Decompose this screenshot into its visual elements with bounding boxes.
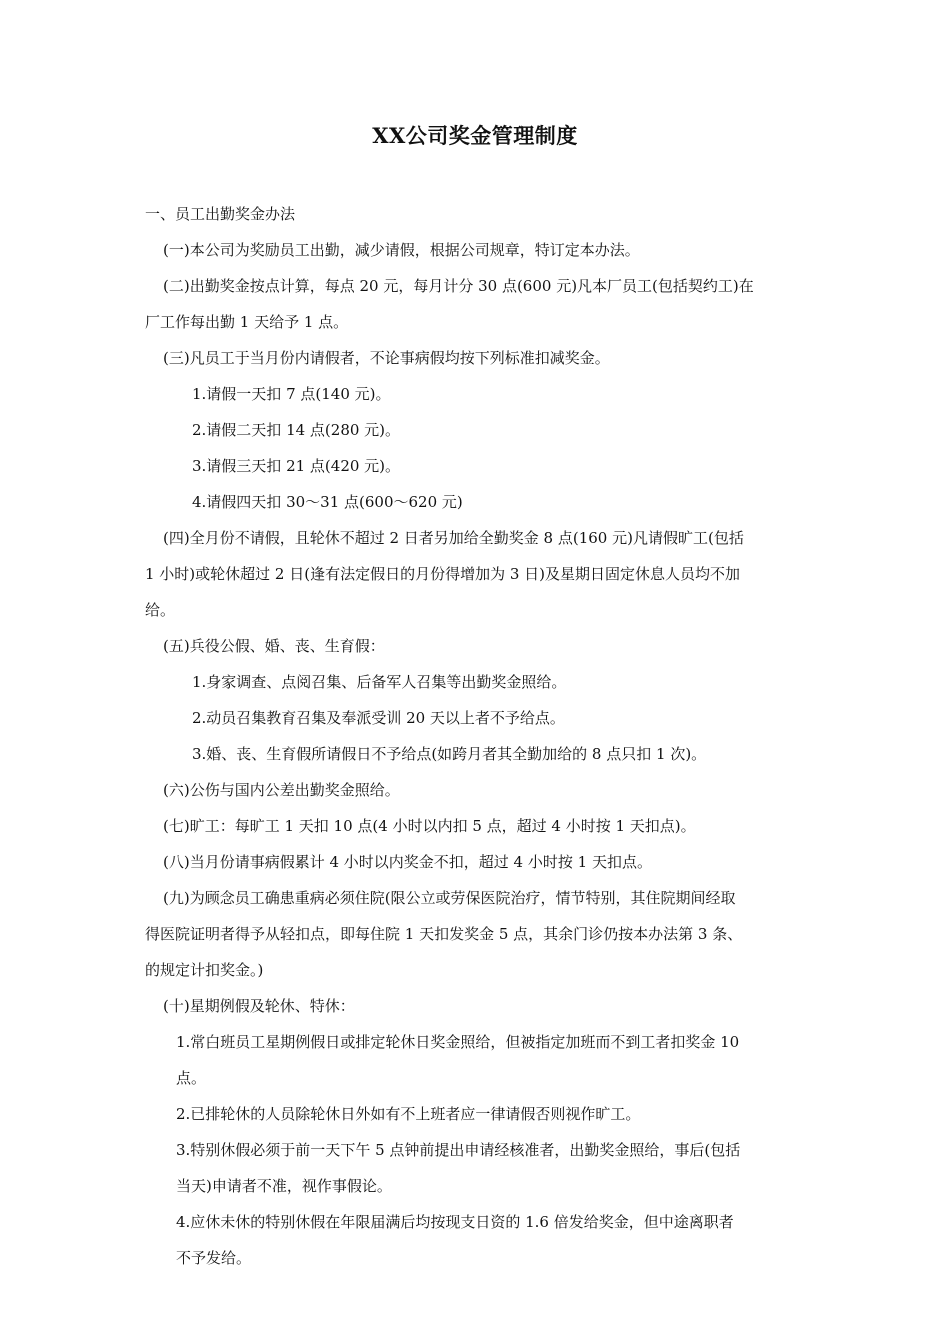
- paragraph-5: (五)兵役公假、婚、丧、生育假：: [163, 637, 385, 655]
- list-item: 4.应休未休的特别休假在年限届满后均按现支日资的 1.6 倍发给奖金，但中途离职者: [176, 1213, 734, 1231]
- paragraph-6: (六)公伤与国内公差出勤奖金照给。: [163, 781, 400, 799]
- list-item: 1.常白班员工星期例假日或排定轮休日奖金照给，但被指定加班而不到工者扣奖金 10: [176, 1033, 740, 1051]
- list-item: 4.请假四天扣 30～31 点(600～620 元): [192, 493, 463, 511]
- paragraph-4-line-2: 1 小时)或轮休超过 2 日(逢有法定假日的月份得增加为 3 日)及星期日固定休息人员均不加: [145, 565, 741, 583]
- paragraph-10: (十)星期例假及轮休、特休：: [163, 997, 355, 1015]
- paragraph-3: (三)凡员工于当月份内请假者，不论事病假均按下列标准扣减奖金。: [163, 349, 610, 367]
- list-item: 3.特别休假必须于前一天下午 5 点钟前提出申请经核准者，出勤奖金照给，事后(包括: [176, 1141, 741, 1159]
- list-item: 2.请假二天扣 14 点(280 元)。: [192, 421, 401, 439]
- document-body: [145, 196, 815, 1276]
- paragraph-8: (八)当月份请事病假累计 4 小时以内奖金不扣，超过 4 小时按 1 天扣点。: [163, 853, 652, 871]
- list-item: 2.动员召集教育召集及奉派受训 20 天以上者不予给点。: [192, 709, 565, 727]
- paragraph-9-line-3: 的规定计扣奖金。): [145, 961, 264, 979]
- list-item: 1.身家调查、点阅召集、后备军人召集等出勤奖金照给。: [192, 673, 567, 691]
- paragraph-9-line-1: (九)为顾念员工确患重病必须住院(限公立或劳保医院治疗，情节特别，其住院期间经取: [163, 889, 736, 907]
- list-item: 3.请假三天扣 21 点(420 元)。: [192, 457, 401, 475]
- paragraph-4-line-1: (四)全月份不请假，且轮休不超过 2 日者另加给全勤奖金 8 点(160 元)凡请假旷工(包括: [163, 529, 744, 547]
- section-heading: 一、员工出勤奖金办法: [145, 205, 296, 223]
- list-item: 1.请假一天扣 7 点(140 元)。: [192, 385, 391, 403]
- page-title: XX公司奖金管理制度: [372, 123, 578, 148]
- paragraph-2-line-1: (二)出勤奖金按点计算，每点 20 元，每月计分 30 点(600 元)凡本厂员工(包括契约工)在: [163, 277, 754, 295]
- list-item-continuation: 点。: [176, 1069, 207, 1087]
- paragraph-2-line-2: 厂工作每出勤 1 天给予 1 点。: [145, 313, 349, 331]
- paragraph-1: (一)本公司为奖励员工出勤，减少请假，根据公司规章，特订定本办法。: [163, 241, 640, 259]
- list-item: 3.婚、丧、生育假所请假日不予给点(如跨月者其全勤加给的 8 点只扣 1 次)。: [192, 745, 707, 763]
- list-item: 2.已排轮休的人员除轮休日外如有不上班者应一律请假否则视作旷工。: [176, 1105, 641, 1123]
- paragraph-7: (七)旷工：每旷工 1 天扣 10 点(4 小时以内扣 5 点，超过 4 小时按 1 天扣点)。: [163, 817, 696, 835]
- paragraph-4-line-3: 给。: [145, 601, 176, 619]
- list-item-continuation: 当天)申请者不准，视作事假论。: [176, 1177, 392, 1195]
- list-item-continuation: 不予发给。: [176, 1249, 252, 1267]
- paragraph-9-line-2: 得医院证明者得予从轻扣点，即每住院 1 天扣发奖金 5 点，其余门诊仍按本办法第 3 条、: [145, 925, 743, 943]
